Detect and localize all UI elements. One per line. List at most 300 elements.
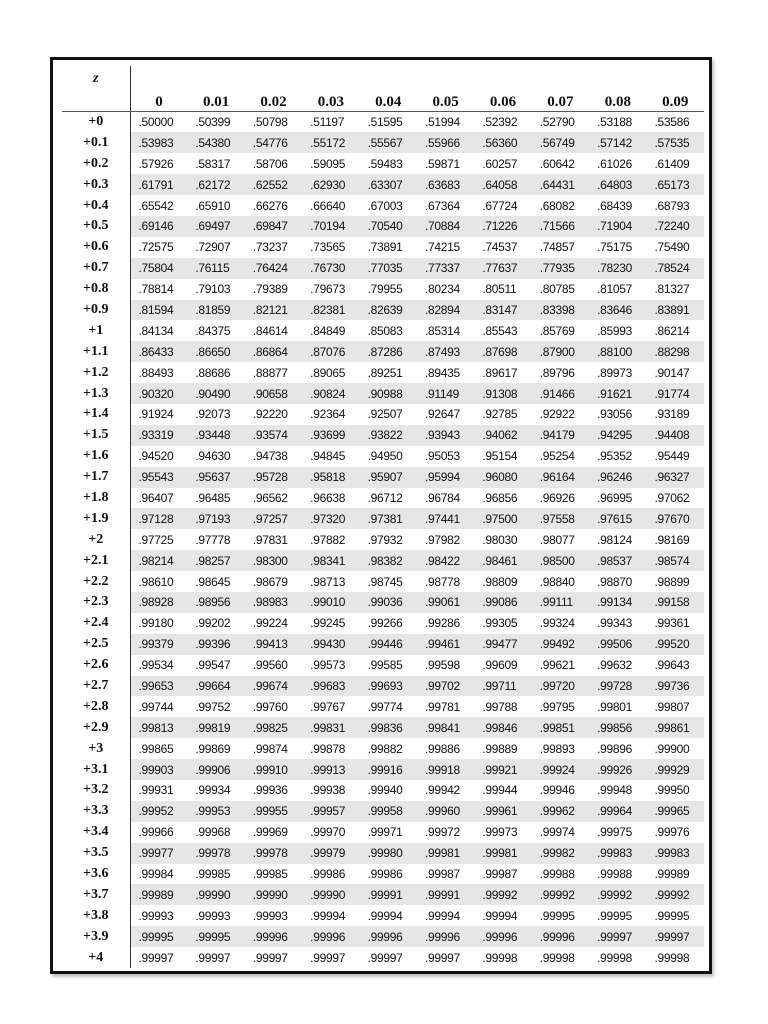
probability-cell: .89973 <box>597 365 633 380</box>
probability-cell: .92647 <box>424 407 460 422</box>
probability-cell: .70194 <box>302 216 359 237</box>
probability-cell: .81594 <box>130 300 187 321</box>
probability-cell: .52392 <box>482 115 518 130</box>
probability-cell: .99940 <box>367 783 403 798</box>
probability-cell: .65910 <box>195 198 231 213</box>
z-value-cell: +1.2 <box>62 362 130 383</box>
probability-cell: .99632 <box>597 658 633 673</box>
probability-cell: .77935 <box>532 258 589 279</box>
probability-cell: .63307 <box>360 174 417 195</box>
probability-cell: .99996 <box>360 926 417 947</box>
probability-cell: .90490 <box>187 383 244 404</box>
probability-cell: .58317 <box>195 156 231 171</box>
probability-cell: .99896 <box>597 741 633 756</box>
probability-cell: .60257 <box>482 156 518 171</box>
probability-cell: .79955 <box>367 282 403 297</box>
probability-cell: .63683 <box>417 174 474 195</box>
probability-cell: .97882 <box>310 532 346 547</box>
probability-cell: .99994 <box>482 908 518 923</box>
probability-cell: .97982 <box>424 532 460 547</box>
probability-cell: .83147 <box>474 300 531 321</box>
probability-cell: .99926 <box>589 759 646 780</box>
probability-cell: .97500 <box>474 508 531 529</box>
column-header: 0.07 <box>532 66 589 112</box>
probability-cell: .99958 <box>360 801 417 822</box>
probability-cell: .98300 <box>245 550 302 571</box>
probability-cell: .99061 <box>417 592 474 613</box>
probability-cell: .89065 <box>310 365 346 380</box>
probability-cell: .99931 <box>138 783 174 798</box>
probability-cell: .54776 <box>245 132 302 153</box>
probability-cell: .55966 <box>417 132 474 153</box>
probability-cell: .99995 <box>130 926 187 947</box>
probability-cell: .99991 <box>417 884 474 905</box>
probability-cell: .59871 <box>424 156 460 171</box>
probability-cell: .99547 <box>195 658 231 673</box>
probability-cell: .99997 <box>138 950 174 965</box>
probability-cell: .97320 <box>302 508 359 529</box>
probability-cell: .81327 <box>654 282 690 297</box>
z-value-cell: +2.2 <box>62 571 130 592</box>
probability-cell: .96926 <box>539 490 575 505</box>
probability-cell: .99995 <box>187 926 244 947</box>
probability-cell: .99781 <box>424 699 460 714</box>
probability-cell: .81859 <box>187 300 244 321</box>
probability-cell: .99985 <box>252 867 288 881</box>
probability-cell: .99856 <box>589 717 646 738</box>
probability-cell: .98778 <box>424 574 460 589</box>
probability-cell: .99720 <box>532 676 589 697</box>
probability-cell: .98645 <box>195 574 231 589</box>
probability-cell: .99534 <box>138 658 174 673</box>
probability-cell: .95154 <box>482 449 518 464</box>
probability-cell: .67724 <box>482 198 518 213</box>
column-header: 0 <box>130 66 187 112</box>
probability-cell: .85993 <box>597 323 633 338</box>
table-row <box>62 634 704 655</box>
probability-cell: .99266 <box>367 616 403 631</box>
table-row <box>62 592 704 613</box>
probability-cell: .98840 <box>539 574 575 589</box>
table-row <box>62 801 704 822</box>
probability-cell: .75490 <box>654 240 690 255</box>
probability-cell: .62172 <box>187 174 244 195</box>
probability-cell: .81057 <box>597 282 633 297</box>
probability-cell: .61026 <box>597 156 633 171</box>
probability-cell: .93056 <box>597 407 633 422</box>
probability-cell: .99993 <box>138 908 174 923</box>
table-row <box>62 613 704 634</box>
probability-cell: .87286 <box>360 341 417 362</box>
z-value-cell: +3.5 <box>62 843 130 864</box>
probability-cell: .96485 <box>195 490 231 505</box>
probability-cell: .99975 <box>597 825 633 840</box>
probability-cell: .80234 <box>424 282 460 297</box>
table-row <box>62 738 704 759</box>
probability-cell: .68439 <box>597 198 633 213</box>
probability-cell: .99998 <box>654 950 690 965</box>
probability-cell: .99865 <box>138 741 174 756</box>
probability-cell: .99609 <box>482 658 518 673</box>
probability-cell: .96246 <box>589 467 646 488</box>
probability-cell: .99477 <box>474 634 531 655</box>
probability-cell: .99996 <box>302 926 359 947</box>
z-value-cell: +0.1 <box>62 132 130 153</box>
probability-cell: .97558 <box>532 508 589 529</box>
probability-cell: .99653 <box>130 676 187 697</box>
probability-cell: .82381 <box>302 300 359 321</box>
probability-cell: .71904 <box>589 216 646 237</box>
z-value-cell: +0.5 <box>62 216 130 237</box>
probability-cell: .99996 <box>474 926 531 947</box>
probability-cell: .98422 <box>417 550 474 571</box>
z-value-cell: +1 <box>62 320 130 341</box>
probability-cell: .99989 <box>654 867 690 881</box>
probability-cell: .56749 <box>532 132 589 153</box>
probability-cell: .96327 <box>647 467 704 488</box>
probability-cell: .99916 <box>360 759 417 780</box>
probability-cell: .84614 <box>252 323 288 338</box>
z-value-cell: +2.5 <box>62 634 130 655</box>
probability-cell: .99664 <box>187 676 244 697</box>
probability-cell: .96164 <box>532 467 589 488</box>
probability-cell: .99971 <box>367 825 403 840</box>
table-row <box>62 174 704 195</box>
probability-cell: .64431 <box>532 174 589 195</box>
probability-cell: .82894 <box>417 300 474 321</box>
probability-cell: .99752 <box>195 699 231 714</box>
probability-cell: .87900 <box>532 341 589 362</box>
probability-cell: .99343 <box>597 616 633 631</box>
probability-cell: .95449 <box>654 449 690 464</box>
probability-cell: .50399 <box>195 115 231 130</box>
probability-cell: .84134 <box>138 323 174 338</box>
probability-cell: .64803 <box>589 174 646 195</box>
probability-cell: .99036 <box>360 592 417 613</box>
probability-cell: .99996 <box>245 926 302 947</box>
probability-cell: .77337 <box>417 258 474 279</box>
probability-cell: .99324 <box>539 616 575 631</box>
probability-cell: .99976 <box>654 825 690 840</box>
table-row <box>62 404 704 425</box>
z-value-cell: +2.6 <box>62 655 130 676</box>
probability-cell: .97725 <box>138 532 174 547</box>
probability-cell: .99906 <box>187 759 244 780</box>
probability-cell: .97062 <box>654 490 690 505</box>
probability-cell: .99992 <box>474 884 531 905</box>
probability-cell: .98870 <box>597 574 633 589</box>
probability-cell: .99979 <box>302 843 359 864</box>
probability-cell: .72240 <box>647 216 704 237</box>
probability-cell: .99760 <box>252 699 288 714</box>
probability-cell: .55172 <box>302 132 359 153</box>
probability-cell: .99998 <box>539 950 575 965</box>
probability-cell: .99813 <box>130 717 187 738</box>
probability-cell: .93189 <box>654 407 690 422</box>
table-row <box>62 320 704 341</box>
probability-cell: .53188 <box>597 115 633 130</box>
probability-cell: .94950 <box>367 449 403 464</box>
probability-cell: .93943 <box>417 425 474 446</box>
probability-cell: .71226 <box>474 216 531 237</box>
probability-cell: .99986 <box>310 867 346 881</box>
z-value-cell: +1.5 <box>62 425 130 446</box>
table-row <box>62 947 704 968</box>
probability-cell: .99957 <box>302 801 359 822</box>
probability-cell: .98574 <box>647 550 704 571</box>
probability-cell: .51595 <box>367 115 403 130</box>
z-column-header: z <box>62 66 130 112</box>
probability-cell: .98169 <box>654 532 690 547</box>
z-value-cell: +0.9 <box>62 300 130 321</box>
probability-cell: .99643 <box>654 658 690 673</box>
probability-cell: .96638 <box>310 490 346 505</box>
probability-cell: .97778 <box>195 532 231 547</box>
probability-cell: .91774 <box>647 383 704 404</box>
probability-cell: .86864 <box>245 341 302 362</box>
column-header: 0.04 <box>360 66 417 112</box>
probability-cell: .99998 <box>482 950 518 965</box>
probability-cell: .99948 <box>597 783 633 798</box>
probability-cell: .99994 <box>310 908 346 923</box>
probability-cell: .99992 <box>647 884 704 905</box>
probability-cell: .99982 <box>532 843 589 864</box>
probability-cell: .99807 <box>654 699 690 714</box>
probability-cell: .99180 <box>138 616 174 631</box>
probability-cell: .99913 <box>302 759 359 780</box>
probability-cell: .74857 <box>539 240 575 255</box>
probability-cell: .99968 <box>195 825 231 840</box>
probability-cell: .99970 <box>310 825 346 840</box>
probability-cell: .99985 <box>195 867 231 881</box>
probability-cell: .72907 <box>195 240 231 255</box>
probability-cell: .77637 <box>474 258 531 279</box>
probability-cell: .99942 <box>424 783 460 798</box>
probability-cell: .53983 <box>130 132 187 153</box>
probability-cell: .84375 <box>195 323 231 338</box>
probability-cell: .96080 <box>474 467 531 488</box>
z-value-cell: +2.9 <box>62 717 130 738</box>
probability-cell: .92507 <box>367 407 403 422</box>
table-row <box>62 717 704 738</box>
probability-cell: .97670 <box>647 508 704 529</box>
probability-cell: .99995 <box>654 908 690 923</box>
probability-cell: .57926 <box>138 156 174 171</box>
probability-cell: .51197 <box>310 115 345 130</box>
probability-cell: .66276 <box>252 198 288 213</box>
probability-cell: .80785 <box>539 282 575 297</box>
table-row <box>62 864 704 885</box>
z-value-cell: +0.4 <box>62 195 130 216</box>
probability-cell: .99961 <box>474 801 531 822</box>
probability-cell: .67003 <box>367 198 403 213</box>
probability-cell: .51994 <box>424 115 460 130</box>
probability-cell: .90658 <box>245 383 302 404</box>
probability-cell: .96407 <box>138 490 174 505</box>
table-row <box>62 237 704 258</box>
z-value-cell: +0.6 <box>62 237 130 258</box>
table-row <box>62 759 704 780</box>
probability-cell: .90988 <box>360 383 417 404</box>
z-value-cell: +2.7 <box>62 676 130 697</box>
z-value-cell: +2 <box>62 529 130 550</box>
probability-cell: .99861 <box>647 717 704 738</box>
probability-cell: .93448 <box>187 425 244 446</box>
probability-cell: .62930 <box>302 174 359 195</box>
table-row <box>62 529 704 550</box>
z-value-cell: +2.4 <box>62 613 130 634</box>
probability-cell: .90147 <box>654 365 690 380</box>
z-value-cell: +2.1 <box>62 550 130 571</box>
probability-cell: .99997 <box>310 950 346 965</box>
table-row <box>62 467 704 488</box>
z-value-cell: +3.7 <box>62 884 130 905</box>
probability-cell: .64058 <box>474 174 531 195</box>
probability-cell: .61791 <box>130 174 187 195</box>
probability-cell: .96712 <box>367 490 403 505</box>
probability-cell: .85769 <box>539 323 575 338</box>
probability-cell: .99851 <box>532 717 589 738</box>
probability-cell: .59095 <box>310 156 346 171</box>
table-row <box>62 696 704 717</box>
probability-cell: .94845 <box>310 449 346 464</box>
probability-cell: .74215 <box>424 240 460 255</box>
probability-cell: .99134 <box>589 592 646 613</box>
probability-cell: .53586 <box>654 115 690 130</box>
table-row <box>62 571 704 592</box>
probability-cell: .78230 <box>589 258 646 279</box>
probability-cell: .99988 <box>539 867 575 881</box>
probability-cell: .86214 <box>654 323 690 338</box>
column-header: 0.08 <box>589 66 646 112</box>
probability-cell: .93699 <box>302 425 359 446</box>
probability-cell: .99683 <box>302 676 359 697</box>
probability-cell: .99520 <box>647 634 704 655</box>
probability-cell: .86650 <box>187 341 244 362</box>
probability-cell: .88877 <box>252 365 288 380</box>
probability-cell: .59483 <box>367 156 403 171</box>
probability-cell: .89435 <box>424 365 460 380</box>
table-row <box>62 341 704 362</box>
probability-cell: .99893 <box>539 741 575 756</box>
probability-cell: .98610 <box>138 574 174 589</box>
probability-cell: .99983 <box>589 843 646 864</box>
probability-cell: .97831 <box>252 532 288 547</box>
probability-cell: .99744 <box>138 699 174 714</box>
probability-cell: .54380 <box>187 132 244 153</box>
probability-cell: .99990 <box>245 884 302 905</box>
probability-cell: .95994 <box>417 467 474 488</box>
probability-cell: .99430 <box>302 634 359 655</box>
probability-cell: .99997 <box>367 950 403 965</box>
probability-cell: .98341 <box>302 550 359 571</box>
probability-cell: .85083 <box>367 323 403 338</box>
probability-cell: .69847 <box>245 216 302 237</box>
probability-cell: .83398 <box>532 300 589 321</box>
probability-cell: .99831 <box>302 717 359 738</box>
probability-cell: .99960 <box>417 801 474 822</box>
probability-cell: .99962 <box>532 801 589 822</box>
probability-cell: .99573 <box>310 658 346 673</box>
probability-cell: .88100 <box>589 341 646 362</box>
probability-cell: .99361 <box>654 616 690 631</box>
z-value-cell: +0.8 <box>62 279 130 300</box>
probability-cell: .99202 <box>195 616 231 631</box>
probability-cell: .73565 <box>310 240 346 255</box>
probability-cell: .99936 <box>252 783 288 798</box>
probability-cell: .83891 <box>647 300 704 321</box>
z-value-cell: +3 <box>62 738 130 759</box>
probability-cell: .95907 <box>360 467 417 488</box>
table-row <box>62 446 704 467</box>
probability-cell: .89796 <box>539 365 575 380</box>
probability-cell: .91466 <box>532 383 589 404</box>
probability-cell: .98899 <box>654 574 690 589</box>
probability-cell: .99728 <box>589 676 646 697</box>
probability-cell: .99997 <box>252 950 288 965</box>
probability-cell: .97932 <box>367 532 403 547</box>
probability-cell: .96856 <box>482 490 518 505</box>
probability-cell: .99997 <box>589 926 646 947</box>
probability-cell: .76424 <box>245 258 302 279</box>
probability-cell: .92220 <box>252 407 288 422</box>
probability-cell: .57142 <box>589 132 646 153</box>
probability-cell: .94179 <box>532 425 589 446</box>
probability-cell: .99964 <box>589 801 646 822</box>
probability-cell: .86433 <box>130 341 187 362</box>
probability-cell: .99996 <box>532 926 589 947</box>
probability-cell: .91924 <box>138 407 174 422</box>
probability-cell: .90824 <box>302 383 359 404</box>
probability-cell: .85314 <box>424 323 460 338</box>
probability-cell: .98030 <box>482 532 518 547</box>
z-value-cell: +0 <box>62 112 130 133</box>
probability-cell: .73237 <box>252 240 288 255</box>
probability-cell: .69146 <box>130 216 187 237</box>
probability-cell: .99836 <box>360 717 417 738</box>
probability-cell: .99998 <box>597 950 633 965</box>
probability-cell: .99774 <box>367 699 403 714</box>
probability-cell: .84849 <box>310 323 346 338</box>
probability-cell: .97615 <box>589 508 646 529</box>
probability-cell: .99934 <box>195 783 231 798</box>
probability-cell: .99944 <box>482 783 518 798</box>
probability-cell: .99841 <box>417 717 474 738</box>
probability-cell: .99788 <box>482 699 518 714</box>
z-value-cell: +1.8 <box>62 488 130 509</box>
table-row <box>62 780 704 801</box>
probability-cell: .99969 <box>252 825 288 840</box>
probability-cell: .98214 <box>130 550 187 571</box>
probability-cell: .99446 <box>360 634 417 655</box>
z-value-cell: +3.9 <box>62 926 130 947</box>
probability-cell: .99955 <box>245 801 302 822</box>
probability-cell: .91308 <box>474 383 531 404</box>
probability-cell: .75804 <box>130 258 187 279</box>
probability-cell: .99869 <box>195 741 231 756</box>
table-row <box>62 676 704 697</box>
probability-cell: .99921 <box>474 759 531 780</box>
z-value-cell: +3.8 <box>62 905 130 926</box>
probability-cell: .98382 <box>360 550 417 571</box>
table-row <box>62 550 704 571</box>
probability-cell: .99990 <box>187 884 244 905</box>
probability-cell: .95352 <box>597 449 633 464</box>
probability-cell: .70884 <box>417 216 474 237</box>
probability-cell: .99506 <box>589 634 646 655</box>
probability-cell: .77035 <box>360 258 417 279</box>
probability-cell: .55567 <box>360 132 417 153</box>
